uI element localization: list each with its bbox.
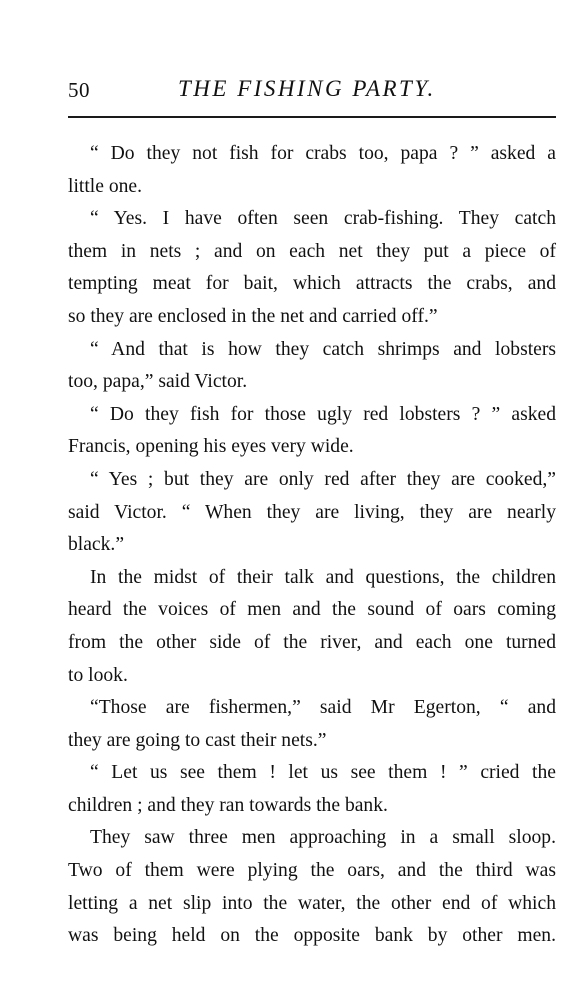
text-line: so they are enclosed in the net and carried off.” (68, 305, 438, 327)
running-title: THE FISHING PARTY. (178, 76, 436, 101)
text-line: In the midst of their talk and questions, the children (90, 566, 556, 588)
text-line: letting a net slip into the water, the other end of which (68, 892, 556, 914)
text-line: tempting meat for bait, which attracts the crabs, and (68, 273, 556, 295)
text-line: Two of them were plying the oars, and the third was (68, 860, 556, 882)
text-line: “ Do they fish for those ugly red lobsters ? ” asked (90, 403, 556, 425)
text-line: said Victor. “ When they are living, they are nearly (68, 501, 556, 523)
text-line: “ Yes. I have often seen crab-fishing. They catch (90, 208, 556, 230)
text-line: “ Let us see them ! let us see them ! ” cried the (90, 762, 556, 784)
text-line: Francis, opening his eyes very wide. (68, 436, 354, 458)
text-line: too, papa,” said Victor. (68, 371, 248, 393)
text-line: to look. (68, 664, 128, 686)
text-line: them in nets ; and on each net they put a piece of (68, 240, 556, 262)
text-line: they are going to cast their nets.” (68, 729, 327, 751)
text-line: was being held on the opposite bank by other men. (68, 925, 556, 947)
text-line: children ; and they ran towards the bank. (68, 794, 388, 816)
page-number: 50 (68, 78, 90, 102)
text-line: from the other side of the river, and each one turned (68, 631, 556, 653)
text-line: They saw three men approaching in a small sloop. (90, 827, 556, 849)
text-line: heard the voices of men and the sound of oars coming (68, 599, 556, 621)
text-line: “Those are fishermen,” said Mr Egerton, “ and (90, 697, 556, 719)
header-rule (68, 116, 556, 118)
text-line: little one. (68, 175, 143, 197)
text-line: black.” (68, 534, 125, 556)
page-header (68, 74, 558, 108)
text-line: “ Yes ; but they are only red after they are cooked,” (90, 468, 556, 490)
text-line: “ Do they not fish for crabs too, papa ? ” asked a (90, 143, 556, 164)
body-text (68, 138, 556, 953)
text-line: “ And that is how they catch shrimps and lobsters (90, 338, 556, 360)
